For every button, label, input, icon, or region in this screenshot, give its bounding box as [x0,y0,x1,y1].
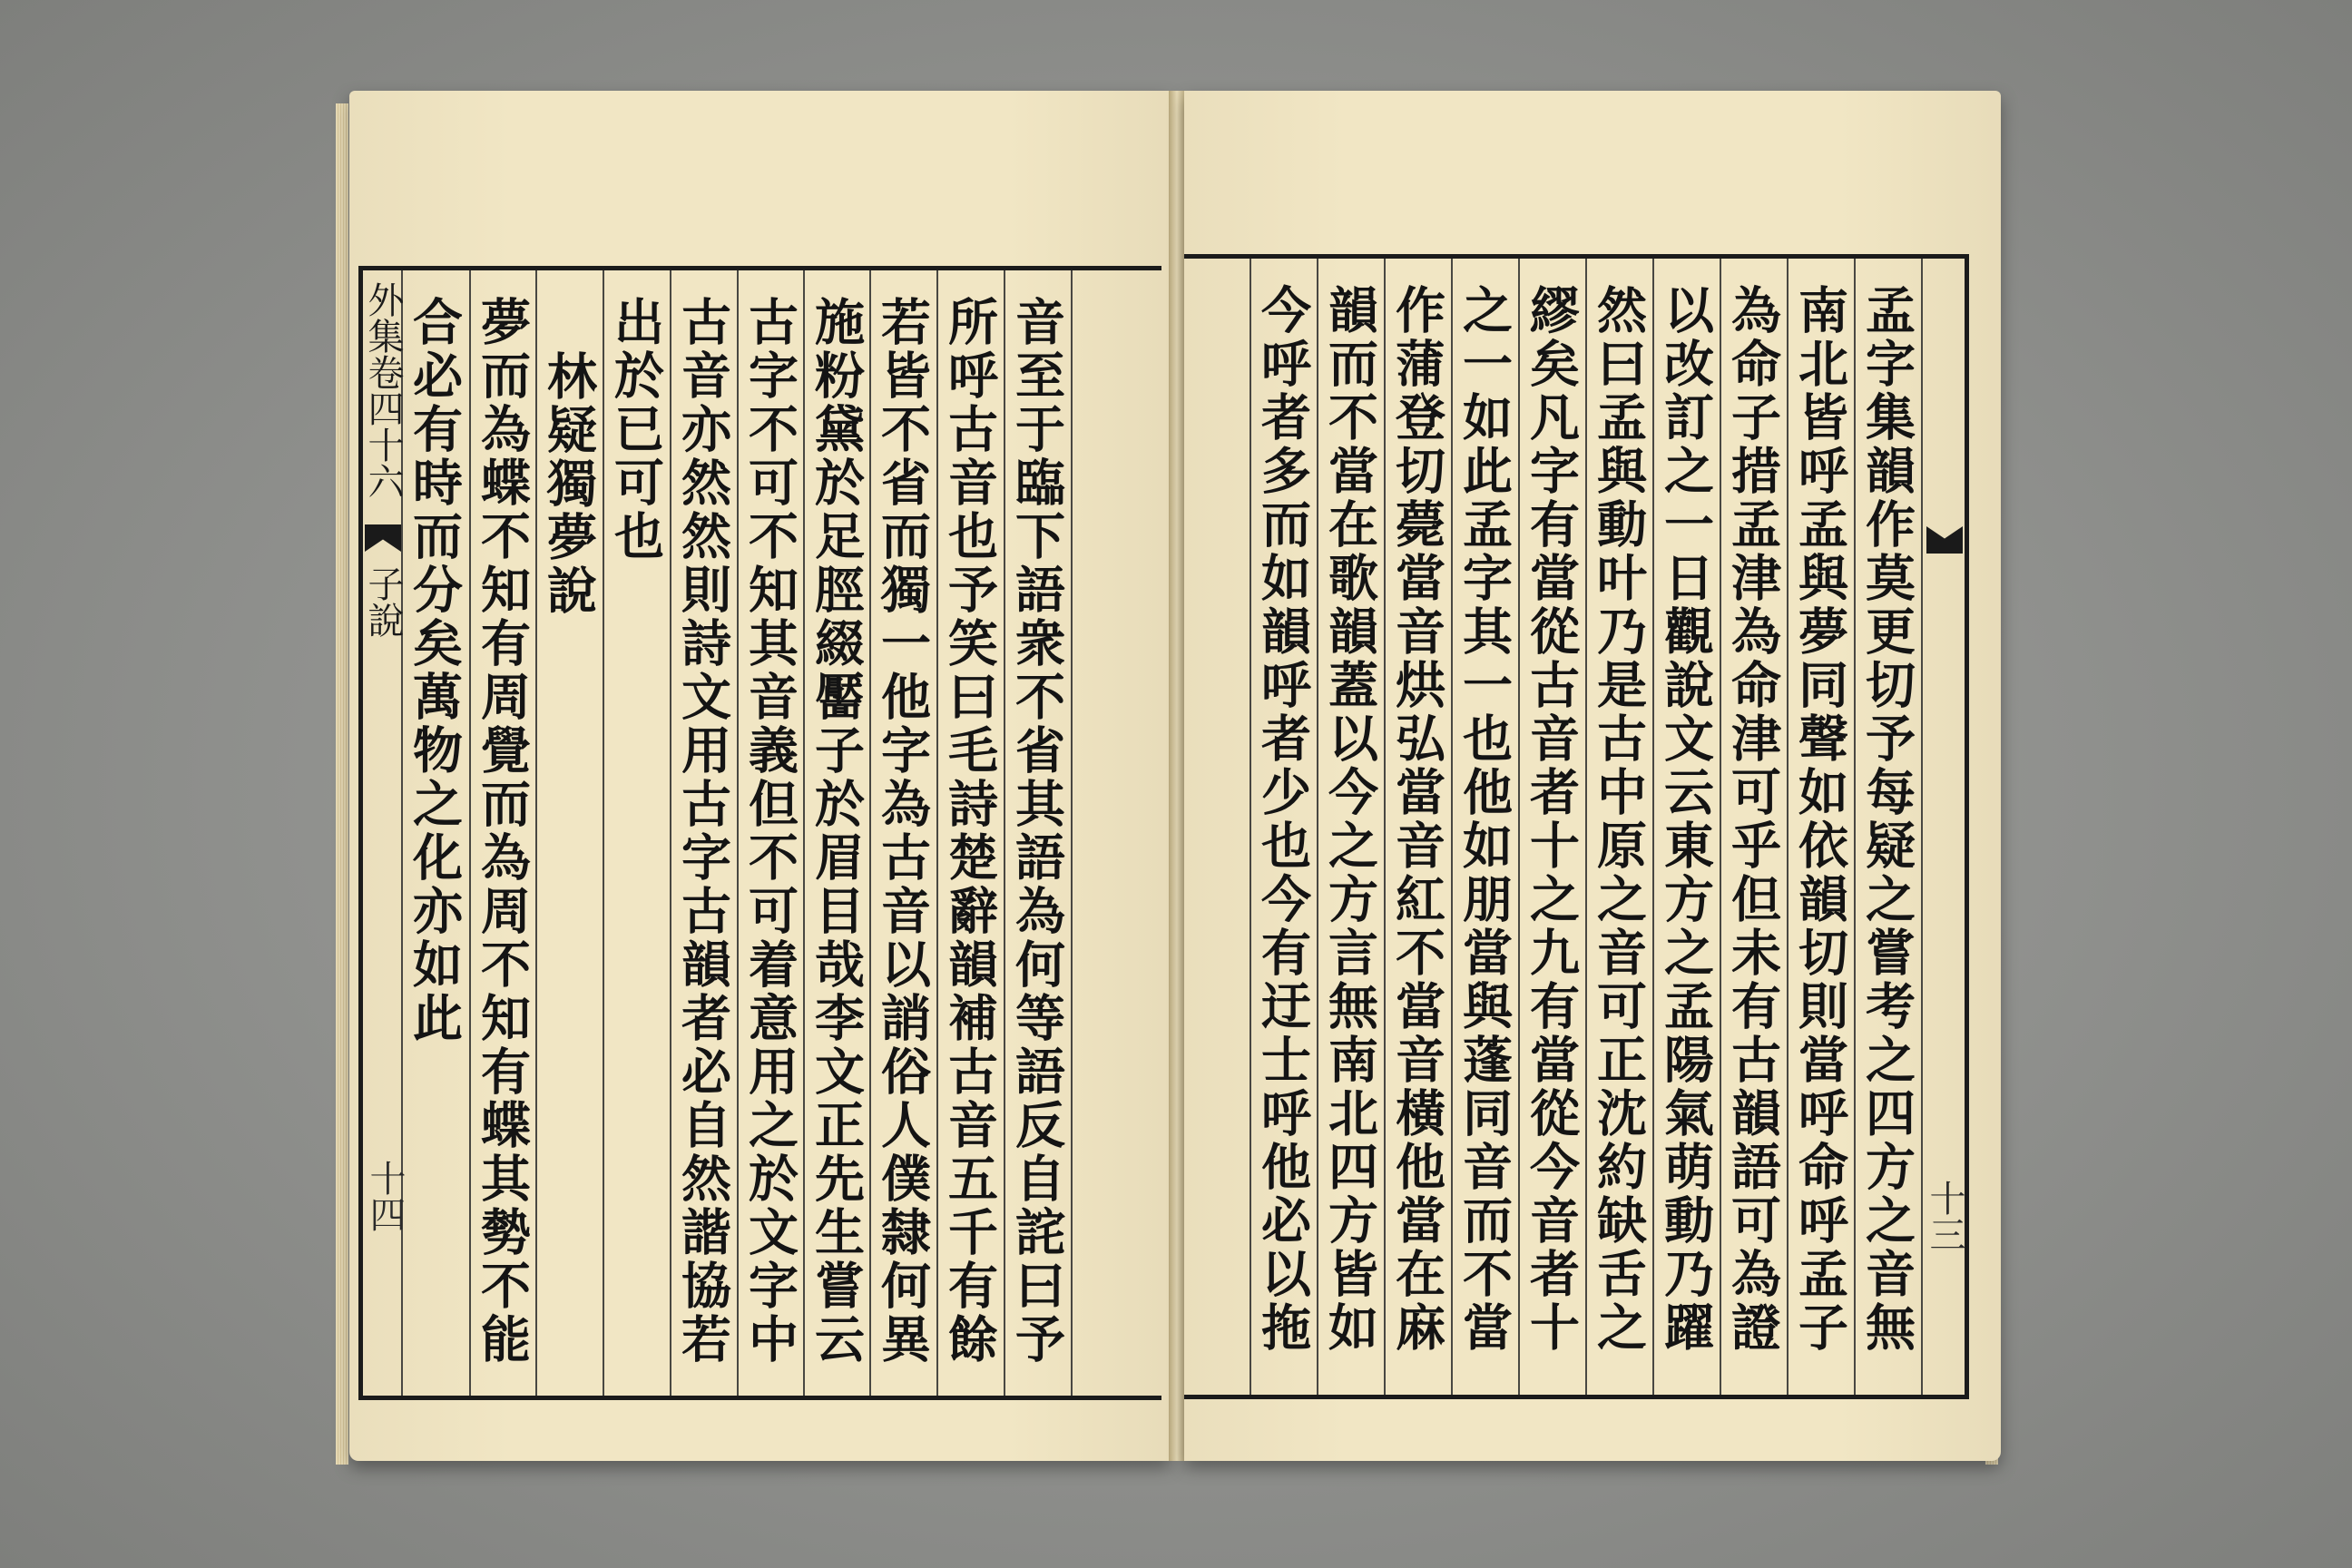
text-column: 所呼古音也予笑曰毛詩楚辭韻補古音五千有餘 [940,296,999,1367]
text-column: 韻而不當在歌韻蓋以今之方言無南北四方皆如 [1320,284,1379,1355]
text-column: 合必有時而分矣萬物之化亦如此 [405,296,464,1045]
text-column: 古音亦然然則詩文用古字古韻者必自然諧協若 [673,296,732,1367]
left-page [349,91,1171,1461]
fishtail-mark [1926,526,1963,554]
text-column: 南北皆呼孟與夢同聲如依韻切則當呼命呼孟子 [1790,284,1849,1355]
text-column: 古字不可不知其音義但不可着意用之於文字中 [740,296,799,1367]
margin-section: 子說 [362,565,404,638]
text-column: 然曰孟與動叶乃是古中原之音可正沈約缺舌之 [1589,284,1648,1355]
page-number: 十三 [1924,1180,1965,1252]
text-column: 夢而為蝶不知有周覺而為周不知有蝶其勢不能 [473,296,532,1367]
text-column: 音至于臨下語衆不省其語為何等語反自詫曰予 [1007,296,1066,1367]
text-column: 孟字集韻作莫更切予每疑之嘗考之四方之音無 [1857,284,1916,1355]
text-column: 之一如此孟字其一也他如朋當與蓬同音而不當 [1455,284,1514,1355]
right-page [1184,91,2001,1461]
right-page-frame [1184,254,1969,1399]
section-heading: 林疑獨夢說 [539,350,598,618]
open-book [336,91,1996,1479]
left-page-frame [358,266,1161,1400]
text-column: 以改訂之一日觀說文云東方之孟陽氣萌動乃躍 [1656,284,1715,1355]
text-column: 為命子措孟津為命津可乎但未有古韻語可為證 [1723,284,1782,1355]
left-page-stack-edge [336,103,348,1465]
page-number: 十四 [364,1160,406,1232]
text-column: 今呼者多而如韻呼者少也今有迂士呼他必以拖 [1253,284,1312,1355]
text-column: 施粉黛於足脛綴靨子於眉目哉李文正先生嘗云 [807,296,866,1367]
margin-title: 外集卷四十六 [362,281,404,499]
text-column: 作蒲登切薨當音烘弘當音紅不當音橫他當在麻 [1387,284,1446,1355]
text-column: 繆矣凡字有當從古音者十之九有當從今音者十 [1522,284,1581,1355]
fishtail-mark [365,524,401,552]
text-column: 若皆不省而獨一他字為古音以誚俗人僕隸何異 [873,296,932,1367]
text-column: 出於已可也 [606,296,665,564]
